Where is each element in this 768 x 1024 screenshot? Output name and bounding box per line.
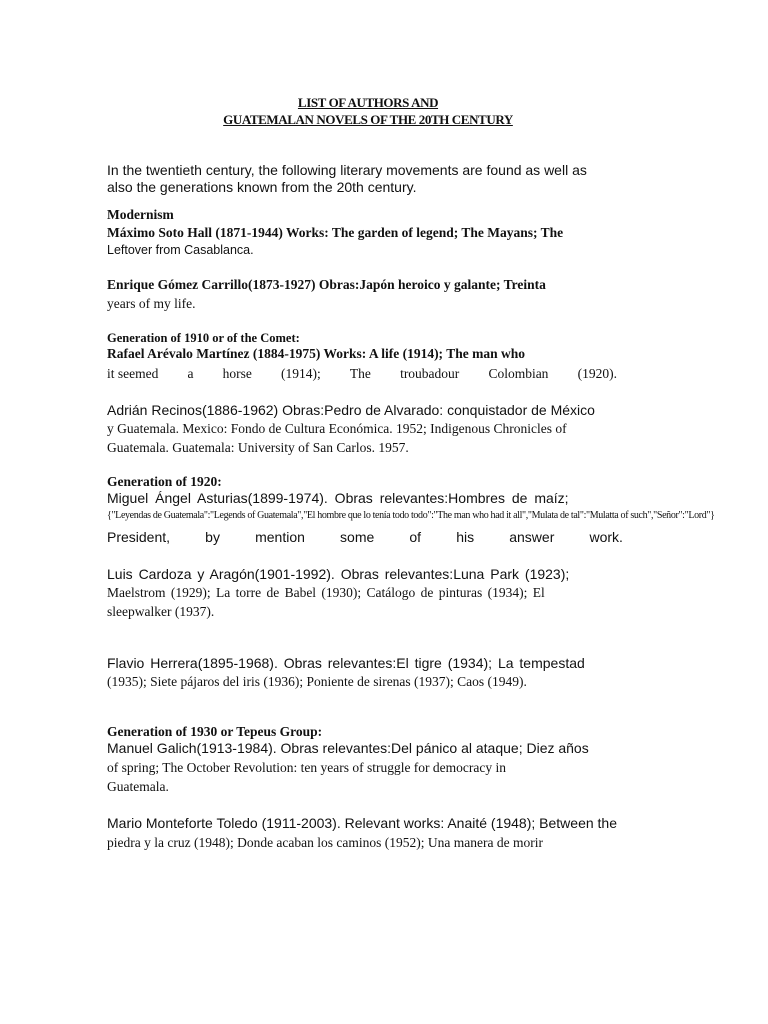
arevalo-word: a <box>187 366 194 381</box>
asturias-word: some <box>340 529 375 545</box>
gomez-carrillo-line-2: years of my life. <box>107 296 196 311</box>
gomez-carrillo-line-1: Enrique Gómez Carrillo(1873-1927) Obras:Japón heroico y galante; Treinta <box>107 277 546 292</box>
asturias-word: his <box>456 529 475 545</box>
herrera-line-2: (1935); Siete pájaros del iris (1936); Poniente de sirenas (1937); Caos (1949). <box>107 674 527 689</box>
recinos-line-2: y Guatemala. Mexico: Fondo de Cultura Económica. 1952; Indigenous Chronicles of <box>107 421 567 436</box>
arevalo-line-2 <box>107 366 617 382</box>
arevalo-word: it seemed <box>107 366 159 381</box>
section-heading-gen-1930: Generation of 1930 or Tepeus Group: <box>107 724 323 739</box>
section-heading-modernism: Modernism <box>107 207 174 222</box>
asturias-word: of <box>409 529 422 545</box>
galich-line-3: Guatemala. <box>107 779 169 794</box>
arevalo-line-1: Rafael Arévalo Martínez (1884-1975) Works: A life (1914); The man who <box>107 346 525 361</box>
arevalo-word: horse <box>222 366 252 381</box>
intro-line-2: also the generations known from the 20th century. <box>107 179 417 195</box>
galich-line-1: Manuel Galich(1913-1984). Obras relevantes:Del pánico al ataque; Diez años <box>107 740 589 756</box>
asturias-word: answer <box>509 529 555 545</box>
cardoza-line-2: Maelstrom (1929); La torre de Babel (1930); Catálogo de pinturas (1934); El <box>107 585 545 600</box>
herrera-line-1: Flavio Herrera(1895-1968). Obras relevantes:El tigre (1934); La tempestad <box>107 655 585 671</box>
asturias-word: work. <box>589 529 623 545</box>
arevalo-word: (1914); <box>281 366 321 381</box>
asturias-word: mention <box>255 529 305 545</box>
document-title-line-1: LIST OF AUTHORS AND <box>297 95 439 110</box>
recinos-line-1: Adrián Recinos(1886-1962) Obras:Pedro de Alvarado: conquistador de México <box>107 402 595 418</box>
monteforte-line-1: Mario Monteforte Toledo (1911-2003). Relevant works: Anaité (1948); Between the <box>107 815 617 831</box>
asturias-json-line: {"Leyendas de Guatemala":"Legends of Guatemala","El hombre que lo tenía todo todo":"The man who had it all","Mulata de tal":"Mulatta of such","Señor":"Lord"} <box>107 510 715 521</box>
asturias-word: President, <box>107 529 171 545</box>
section-heading-gen-1920: Generation of 1920: <box>107 474 222 489</box>
arevalo-word: Colombian <box>488 366 549 381</box>
galich-line-2: of spring; The October Revolution: ten years of struggle for democracy in <box>107 760 507 775</box>
soto-hall-line-1: Máximo Soto Hall (1871-1944) Works: The garden of legend; The Mayans; The <box>107 225 564 240</box>
asturias-line-3 <box>107 529 623 545</box>
soto-hall-line-2: Leftover from Casablanca. <box>107 243 254 257</box>
recinos-line-3: Guatemala. Guatemala: University of San Carlos. 1957. <box>107 440 409 455</box>
cardoza-line-3: sleepwalker (1937). <box>107 604 215 619</box>
document-title-line-2: GUATEMALAN NOVELS OF THE 20TH CENTURY <box>223 112 513 127</box>
intro-line-1: In the twentieth century, the following literary movements are found as well as <box>107 162 587 178</box>
section-heading-gen-1910: Generation of 1910 or of the Comet: <box>107 331 300 345</box>
asturias-line-1: Miguel Ángel Asturias(1899-1974). Obras relevantes:Hombres de maíz; <box>107 490 569 506</box>
cardoza-line-1: Luis Cardoza y Aragón(1901-1992). Obras relevantes:Luna Park (1923); <box>107 566 570 582</box>
arevalo-word: (1920). <box>577 366 617 381</box>
arevalo-word: troubadour <box>400 366 460 381</box>
arevalo-word: The <box>349 366 371 381</box>
monteforte-line-2: piedra y la cruz (1948); Donde acaban los caminos (1952); Una manera de morir <box>107 835 543 850</box>
asturias-word: by <box>205 529 220 545</box>
